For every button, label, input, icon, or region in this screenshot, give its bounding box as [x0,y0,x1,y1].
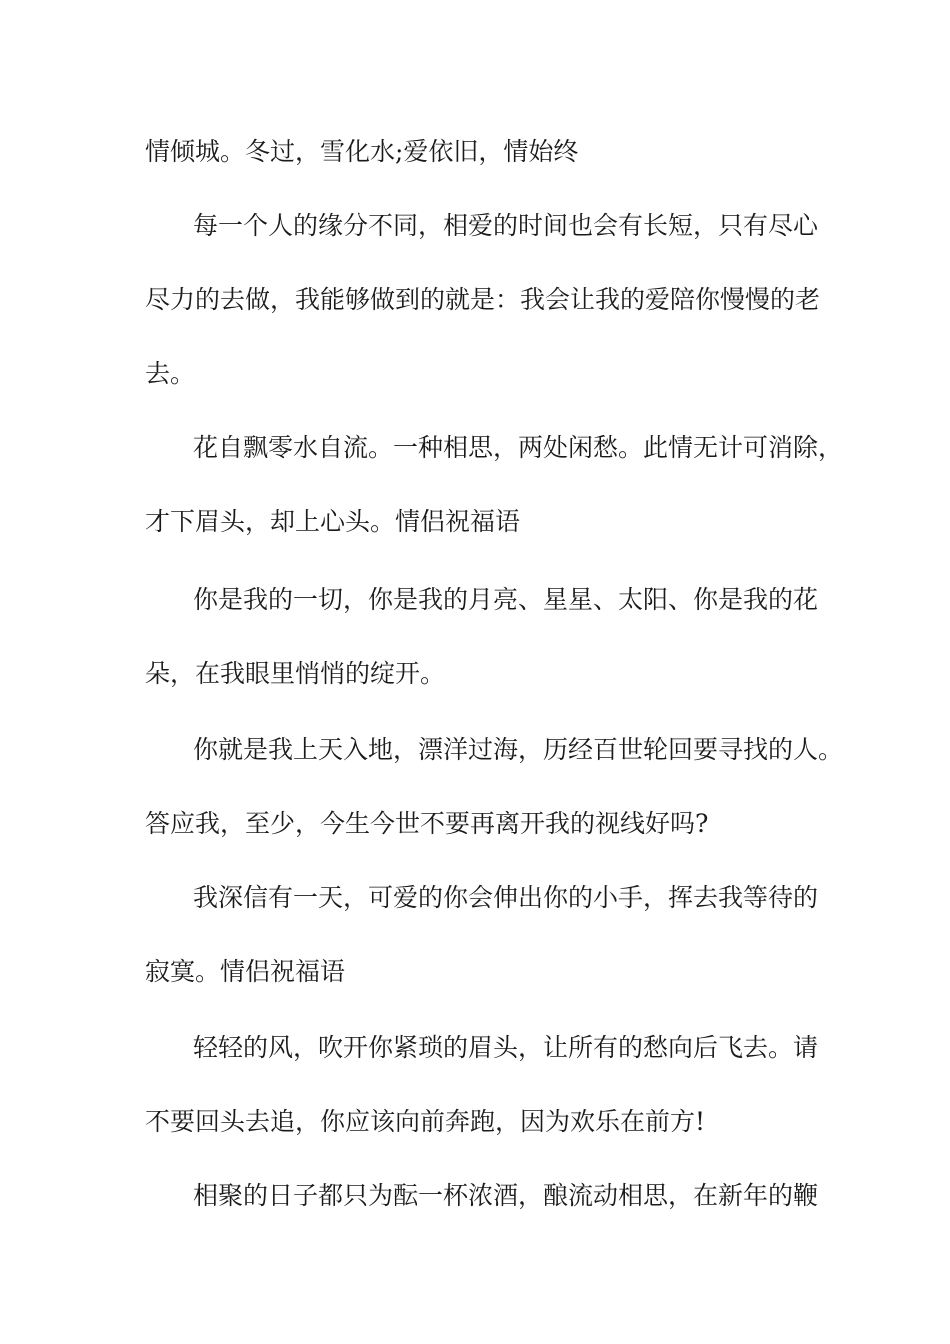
paragraph-4-line-2: 朵，在我眼里悄悄的绽开。 [145,659,446,688]
paragraph-2-line-1: 每一个人的缘分不同，相爱的时间也会有长短，只有尽心 [193,211,819,240]
paragraph-8-line-1: 相聚的日子都只为酝一杯浓酒，酿流动相思，在新年的鞭 [193,1181,819,1210]
paragraph-4-line-1: 你是我的一切，你是我的月亮、星星、太阳、你是我的花 [193,585,819,614]
paragraph-5-line-1: 你就是我上天入地，漂洋过海，历经百世轮回要寻找的人。 [193,735,844,764]
paragraph-3-line-1: 花自飘零水自流。一种相思，两处闲愁。此情无计可消除， [193,433,844,462]
paragraph-6-line-1: 我深信有一天，可爱的你会伸出你的小手，挥去我等待的 [193,883,819,912]
paragraph-7-line-2: 不要回头去追，你应该向前奔跑，因为欢乐在前方! [145,1107,706,1136]
paragraph-5-line-2: 答应我，至少，今生今世不要再离开我的视线好吗? [145,809,709,838]
paragraph-6-line-2: 寂寞。情侣祝福语 [145,957,346,986]
paragraph-3-line-2: 才下眉头，却上心头。情侣祝福语 [145,507,521,536]
paragraph-7-line-1: 轻轻的风，吹开你紧琐的眉头，让所有的愁向后飞去。请 [193,1033,819,1062]
paragraph-2-line-3: 去。 [145,359,196,388]
text-line-1: 情倾城。冬过，雪化水;爱依旧，情始终 [145,137,579,166]
paragraph-2-line-2: 尽力的去做，我能够做到的就是：我会让我的爱陪你慢慢的老 [145,285,821,314]
